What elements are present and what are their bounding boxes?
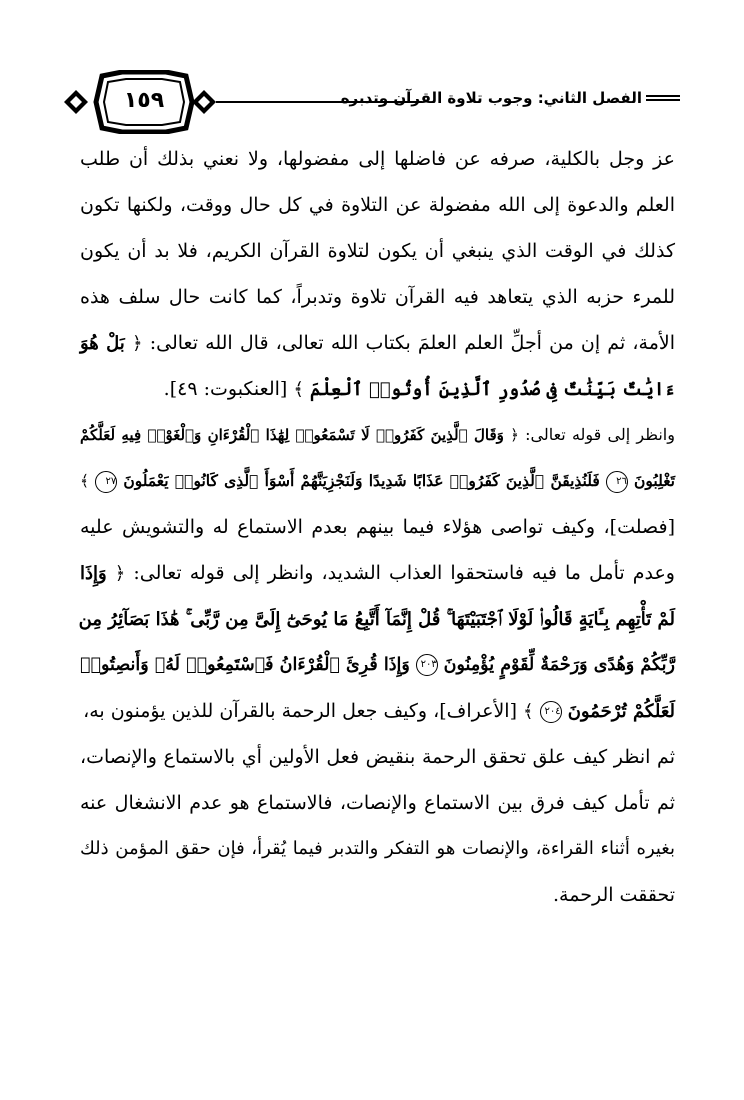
text-line xyxy=(80,596,675,642)
text-line xyxy=(80,320,675,366)
text-line: [فصلت]، وكيف تواصى هؤلاء فيما بينهم بعدم الاستماع له والتشويش عليه xyxy=(80,516,675,538)
verse-number-marker: ٢٠٣ xyxy=(416,654,438,676)
main-text xyxy=(80,136,675,918)
quran-verse-text: فَلَنُذِيقَنَّ ٱلَّذِينَ كَفَرُوا۟ عَذَابًا شَدِيدًا وَلَنَجْزِيَنَّهُمْ أَسْوَأَ ٱلَّذِى كَانُوا۟ يَعْمَلُونَ xyxy=(123,471,600,490)
quran-verse-text: لَعَلَّكُمْ تُرْحَمُونَ xyxy=(567,701,675,722)
text-line: للمرء حزبه الذي يتعاهد فيه القرآن تلاوة وتدبراً، كما كانت حال سلف هذه xyxy=(80,286,675,308)
text-segment: [الأعراف]، وكيف جعل الرحمة بالقرآن للذين يؤمنون به، xyxy=(83,700,517,722)
text-line xyxy=(80,642,675,688)
quran-close-bracket: ﴾ xyxy=(80,472,90,490)
text-line: كذلك في الوقت الذي ينبغي أن يكون لتلاوة القرآن الكريم، فلا بد أن يكون xyxy=(80,240,675,262)
quran-verse-text: وَإِذَا xyxy=(80,563,107,584)
text-line: ثم انظر كيف علق تحقق الرحمة بنقيض فعل الأولين أي بالاستماع والإنصات، xyxy=(80,746,675,768)
text-segment: وعدم تأمل ما فيه فاستحقوا العذاب الشديد، وانظر إلى قوله تعالى: xyxy=(133,562,675,584)
quran-open-bracket: ﴿ xyxy=(510,426,519,444)
quran-open-bracket: ﴿ xyxy=(114,563,126,584)
text-line xyxy=(80,550,675,596)
text-line: عز وجل بالكلية، صرفه عن فاضلها إلى مفضولها، ولا نعني بذلك أن طلب xyxy=(80,148,675,170)
text-line xyxy=(80,412,675,458)
quran-close-bracket: ﴾ xyxy=(293,379,304,400)
text-line: العلم والدعوة إلى الله مفضولة عن التلاوة في كل حال ووقت، ولكنها تكون xyxy=(80,194,675,216)
text-line xyxy=(80,458,675,504)
verse-number-marker: ٢٧ xyxy=(95,471,117,493)
quran-verse-text: بَلْ هُوَ xyxy=(80,333,125,354)
verse-number-marker: ٢٦ xyxy=(606,471,628,493)
text-line xyxy=(80,688,675,734)
quran-verse-text: تَغْلِبُونَ xyxy=(634,471,675,490)
text-line: ثم تأمل كيف فرق بين الاستماع والإنصات، فالاستماع هو عدم الانشغال عنه xyxy=(80,792,675,814)
verse-number-marker: ٢٠٤ xyxy=(540,701,562,723)
quran-verse-text: ءَايَٰتٌ بَيِّنَٰتٌ فِى صُدُورِ ٱلَّذِينَ أُوتُوا۟ ٱلْعِلْمَ xyxy=(309,379,675,400)
text-segment: الأمة، ثم إن من أجلِّ العلم العلمَ بكتاب الله تعالى، قال الله تعالى: xyxy=(149,332,676,354)
page-number: ١٥٩ xyxy=(123,88,165,113)
quran-open-bracket: ﴿ xyxy=(132,333,143,354)
quran-verse-text: وَإِذَا قُرِئَ ٱلْقُرْءَانُ فَٱسْتَمِعُوا۟ لَهُۥ وَأَنصِتُوا۟ xyxy=(80,655,410,675)
title-marker xyxy=(646,95,680,105)
quran-verse-text: وَقَالَ ٱلَّذِينَ كَفَرُوا۟ لَا تَسْمَعُوا۟ لِهَٰذَا ٱلْقُرْءَانِ وَٱلْغَوْا۟ فِيهِ لَعَلَّكُمْ xyxy=(80,426,504,444)
quran-verse-text: رَّبِّكُمْ وَهُدًى وَرَحْمَةٌ لِّقَوْمٍ يُؤْمِنُونَ xyxy=(443,655,675,675)
page-header xyxy=(62,70,682,134)
quran-verse-text: لَمْ تَأْتِهِم بِـَٔايَةٍ قَالُوا۟ لَوْلَا ٱجْتَبَيْتَهَا ۚ قُلْ إِنَّمَآ أَتَّبِعُ مَا يُوحَىٰٓ إِلَىَّ مِن رَّبِّى ۚ هَٰذَا بَصَآئِرُ مِن xyxy=(78,609,675,630)
text-segment: وانظر إلى قوله تعالى: xyxy=(525,425,675,444)
text-line: بغيره أثناء القراءة، والإنصات هو التفكر والتدبر فيما يُقرأ، فإن حقق المؤمن ذلك xyxy=(80,838,675,859)
chapter-title: الفصل الثاني: وجوب تلاوة القرآن وتدبره xyxy=(340,89,642,107)
text-line: تحققت الرحمة. xyxy=(553,884,675,906)
text-line xyxy=(80,366,675,412)
verse-citation: [العنكبوت: ٤٩]. xyxy=(163,378,288,400)
quran-close-bracket: ﴾ xyxy=(523,701,534,722)
